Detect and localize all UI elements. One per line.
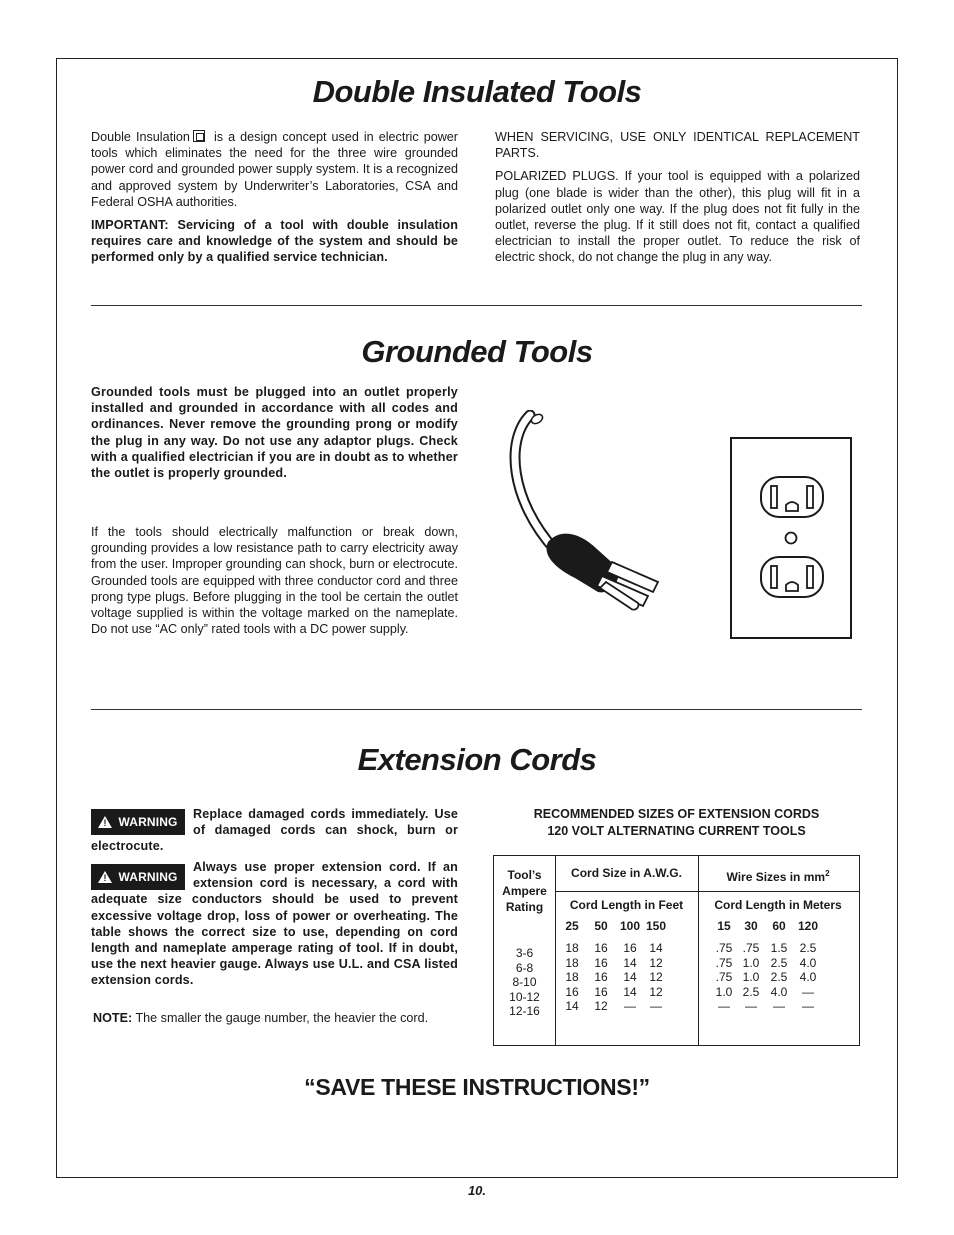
- awg-cell: 16: [623, 941, 637, 955]
- table-caption-line-1: RECOMMENDED SIZES OF EXTENSION CORDS: [533, 807, 820, 821]
- awg-cell: 14: [623, 984, 637, 999]
- mm-cell: —: [745, 999, 757, 1014]
- mm-cell: 1.0: [742, 955, 760, 970]
- awg-cell: 18: [565, 941, 579, 955]
- section-divider: [91, 305, 862, 306]
- feet-header: Cord Length in Feet: [569, 898, 684, 912]
- mm-cell: 1.0: [742, 970, 760, 985]
- feet-length-header: 100: [619, 919, 641, 933]
- double-insulation-symbol-icon: [193, 130, 205, 142]
- intro-text: is a design concept used in electric power tools which eliminates the need for the three wire grounded power cord and grounded power supply system. It is a recognized and approved system by Underwriter’s Laboratories, CSA and Federal OSHA authorities.: [91, 130, 458, 209]
- mm-cell: .75: [715, 955, 733, 970]
- awg-cell: 16: [594, 984, 608, 999]
- note-text: The smaller the gauge number, the heavier the cord.: [135, 1011, 429, 1025]
- awg-cell: 14: [623, 955, 637, 970]
- meter-length-header: 30: [744, 919, 758, 933]
- extension-warning-1: [91, 806, 458, 855]
- feet-length-header: 50: [594, 919, 608, 933]
- servicing-notice: WHEN SERVICING, USE ONLY IDENTICAL REPLACEMENT PARTS.: [495, 130, 860, 161]
- double-insulation-intro: [91, 129, 458, 276]
- save-instructions-banner: “SAVE THESE INSTRUCTIONS!”: [304, 1074, 650, 1100]
- ampere-rating-cell: 3-6: [515, 946, 534, 960]
- ampere-rating-header: Tool’s Ampere Rating: [502, 868, 547, 914]
- awg-header: Cord Size in A.W.G.: [571, 866, 682, 880]
- awg-cell: 18: [565, 970, 579, 985]
- mm-cell: 2.5: [770, 955, 788, 970]
- meters-header: Cord Length in Meters: [714, 898, 842, 912]
- warning-1-text: Replace damaged cords immediately. Use of damaged cords can shock, burn or electrocute.: [91, 807, 458, 854]
- mm-cell: .75: [715, 970, 733, 985]
- awg-cell: 12: [649, 984, 663, 999]
- table-caption-line-2: 120 VOLT ALTERNATING CURRENT TOOLS: [547, 823, 806, 838]
- ampere-rating-cell: 12-16: [509, 1004, 540, 1019]
- note-label: NOTE:: [93, 1011, 133, 1025]
- awg-cell: —: [624, 999, 636, 1014]
- feet-length-header: 150: [645, 919, 667, 933]
- mm-cell: 4.0: [770, 984, 788, 999]
- awg-cell: 16: [594, 955, 608, 970]
- warning-badge: ! WARNING: [91, 809, 185, 835]
- mm-cell: .75: [715, 941, 733, 955]
- mm-cell: —: [802, 984, 814, 999]
- mm-cell: 4.0: [799, 955, 817, 970]
- warning-2-text: Always use proper extension cord. If an extension cord is necessary, a cord with adequate size conductors should be used to prevent excessive voltage drop, loss of power or overheating. The table shows the correct size to use, depending on cord length and nameplate amperage rating of tool. If in doubt, use the next heavier gauge. Always use U.L. and CSA listed extension cords.: [91, 860, 458, 988]
- meter-length-header: 120: [797, 919, 819, 933]
- awg-cell: 14: [623, 970, 637, 985]
- section-title-double-insulated: Double Insulated Tools: [312, 74, 642, 109]
- mm-cell: 2.5: [742, 984, 760, 999]
- polarized-plugs-text: POLARIZED PLUGS. If your tool is equipped with a polarized plug (one blade is wider than the other), this plug will fit in a polarized outlet only one way. If the plug does not fit fully in the outlet, reverse the plug. If it still does not fit, contact a qualified electrician to install the proper outlet. To reduce the risk of electric shock, do not change the plug in any way.: [495, 169, 860, 265]
- awg-cell: 16: [594, 941, 608, 955]
- mm-cell: —: [718, 999, 730, 1014]
- gauge-note: [93, 1010, 460, 1026]
- mm-cell: 2.5: [799, 941, 817, 955]
- double-insulation-right: [495, 129, 860, 276]
- awg-cell: —: [650, 999, 662, 1014]
- important-notice: IMPORTANT: Servicing of a tool with double insulation requires care and knowledge of the system and should be performed only by a qualified service technician.: [91, 218, 458, 265]
- mm-cell: 4.0: [799, 970, 817, 985]
- outlet-face-icon: [732, 439, 850, 637]
- mm-cell: —: [773, 999, 785, 1014]
- extension-cord-table: [493, 855, 860, 1046]
- three-prong-plug-illustration: [500, 410, 680, 620]
- awg-cell: 14: [565, 999, 579, 1014]
- awg-cell: 18: [565, 955, 579, 970]
- awg-cell: 16: [594, 970, 608, 985]
- ampere-rating-cell: 6-8: [515, 960, 534, 975]
- mm-cell: —: [802, 999, 814, 1014]
- meter-length-header: 15: [717, 919, 731, 933]
- section-divider: [91, 709, 862, 710]
- warning-badge: ! WARNING: [91, 864, 185, 890]
- page-number: 10.: [467, 1183, 487, 1198]
- ampere-rating-cell: 10-12: [509, 989, 540, 1004]
- mm-cell: 1.0: [715, 984, 733, 999]
- section-title-extension-cords: Extension Cords: [357, 742, 597, 777]
- section-title-grounded: Grounded Tools: [361, 334, 593, 369]
- mm-cell: .75: [742, 941, 760, 955]
- warning-triangle-icon: !: [98, 816, 112, 828]
- awg-cell: 16: [565, 984, 579, 999]
- table-caption: [493, 806, 860, 839]
- grounded-warning-text: Grounded tools must be plugged into an outlet properly installed and grounded in accordance with all codes and ordinances. Never remove the grounding prong or modify the plug in any way. Do not use any adaptor plugs. Check with a qualified electrician if you are in doubt as to whether the outlet is properly grounded.: [91, 385, 458, 481]
- ampere-rating-cell: 8-10: [512, 975, 537, 990]
- grounded-outlet-illustration: [730, 437, 852, 639]
- warning-triangle-icon: !: [98, 871, 112, 883]
- table-divider: [555, 891, 859, 892]
- awg-cell: 12: [649, 970, 663, 985]
- intro-lead-text: Double Insulation: [91, 130, 190, 144]
- awg-cell: 12: [594, 999, 608, 1014]
- mm-header: Wire Sizes in $mm^2$: [726, 869, 830, 884]
- awg-cell: 14: [649, 941, 663, 955]
- meter-length-header: 60: [772, 919, 786, 933]
- extension-warning-2: [91, 859, 458, 989]
- mm-cell: 1.5: [770, 941, 788, 955]
- mm-cell: 2.5: [770, 970, 788, 985]
- grounded-body-text: If the tools should electrically malfunction or break down, grounding provides a low resistance path to carry electricity away from the user. Improper grounding can shock, burn or electrocute. Grounded tools are equipped with three conductor cord and three prong type plugs. Before plugging in the tool be certain the outlet voltage supplied is within the voltage marked on the nameplate. Do not use “AC only” rated tools with a DC power supply.: [91, 525, 458, 637]
- feet-length-header: 25: [565, 919, 579, 933]
- table-divider: [555, 856, 556, 1045]
- awg-cell: 12: [649, 955, 663, 970]
